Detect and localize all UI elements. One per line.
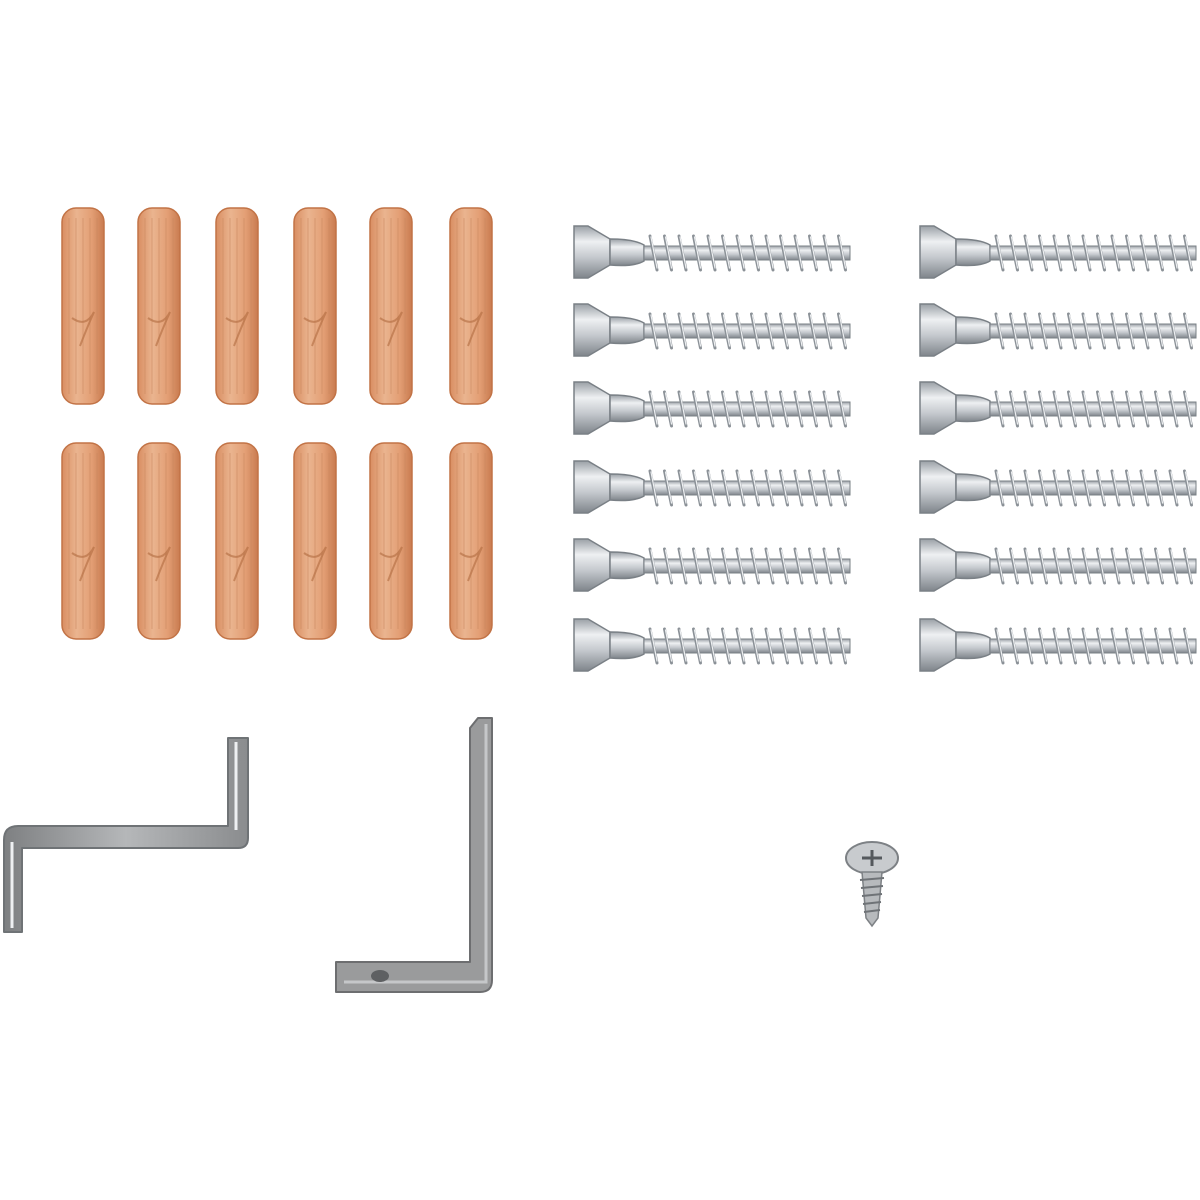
bracket-hole bbox=[371, 970, 389, 982]
wooden-dowel bbox=[450, 208, 492, 404]
wooden-dowel bbox=[370, 443, 412, 639]
confirmat-screw bbox=[920, 539, 1196, 591]
wooden-dowel bbox=[450, 443, 492, 639]
confirmat-screw bbox=[920, 619, 1196, 671]
wooden-dowel bbox=[138, 208, 180, 404]
confirmat-screw bbox=[920, 382, 1196, 434]
confirmat-screw bbox=[920, 226, 1196, 278]
confirmat-screw bbox=[574, 619, 850, 671]
confirmat-screws bbox=[574, 226, 1196, 671]
confirmat-screw bbox=[574, 304, 850, 356]
confirmat-screw bbox=[574, 461, 850, 513]
wooden-dowel bbox=[216, 208, 258, 404]
wooden-dowel bbox=[370, 208, 412, 404]
wooden-dowel bbox=[138, 443, 180, 639]
wooden-dowels bbox=[62, 208, 492, 639]
confirmat-screw bbox=[574, 226, 850, 278]
angle-bracket bbox=[336, 718, 492, 992]
confirmat-screw bbox=[920, 461, 1196, 513]
confirmat-screw bbox=[574, 382, 850, 434]
allen-key bbox=[4, 738, 248, 932]
confirmat-screw bbox=[574, 539, 850, 591]
wooden-dowel bbox=[294, 443, 336, 639]
wooden-dowel bbox=[216, 443, 258, 639]
wooden-dowel bbox=[294, 208, 336, 404]
confirmat-screw bbox=[920, 304, 1196, 356]
small-screw bbox=[846, 842, 898, 926]
wooden-dowel bbox=[62, 443, 104, 639]
wooden-dowel bbox=[62, 208, 104, 404]
